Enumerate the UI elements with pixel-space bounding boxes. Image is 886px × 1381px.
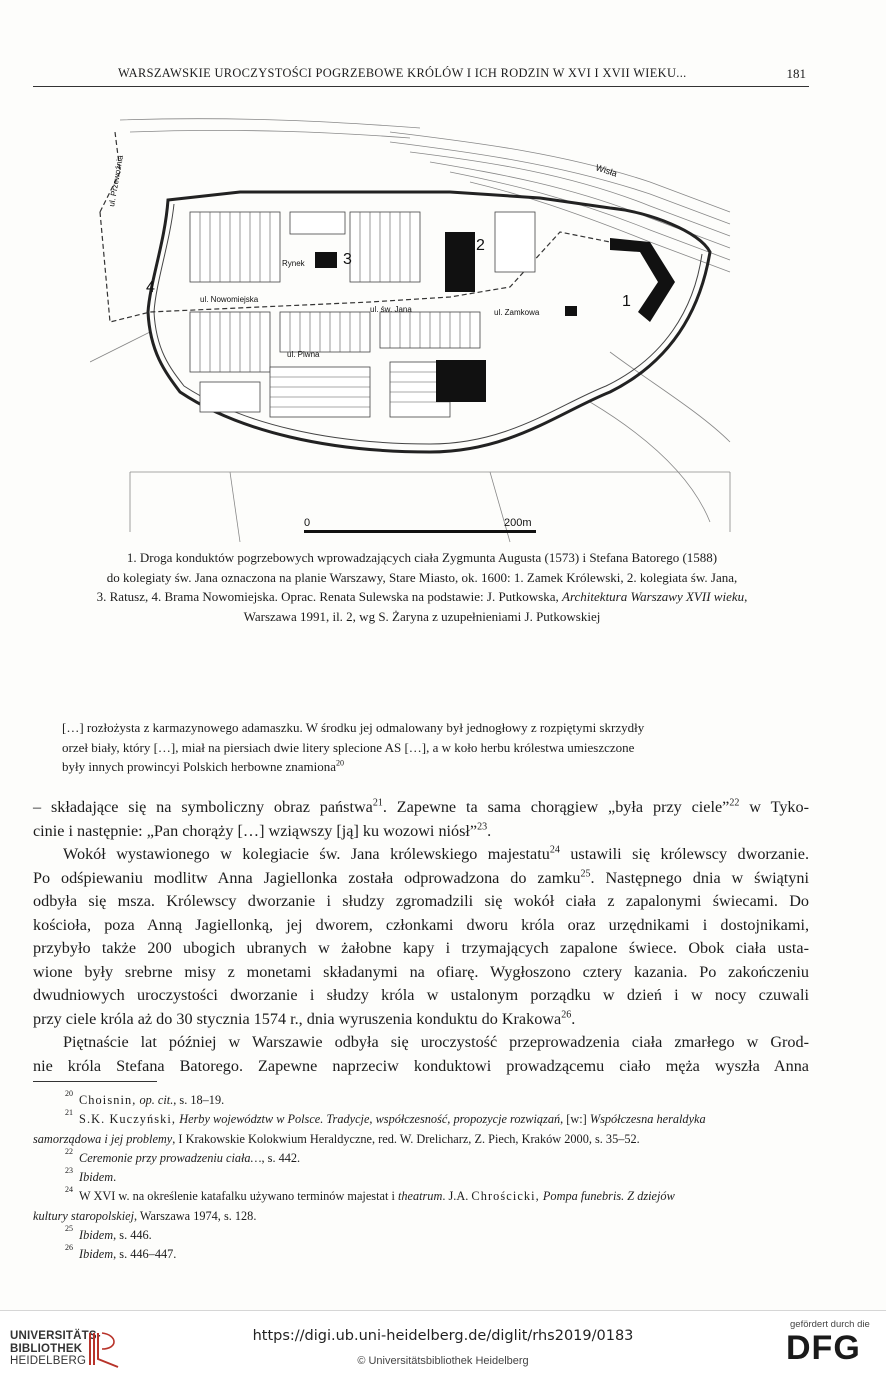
footnote-ref[interactable]: 25	[580, 868, 591, 880]
map-label-zamkowa: ul. Zamkowa	[494, 308, 540, 317]
body-line: Po odśpiewaniu modlitw Anna Jagiellonka została odprowadzona do zamku$^{25}$. Następnego dnia w świątyni	[33, 868, 809, 887]
library-logo-icon	[88, 1329, 122, 1369]
map-num-4: 4	[146, 279, 155, 296]
map-num-1: 1	[622, 293, 631, 310]
map-num-2: 2	[476, 237, 485, 254]
body-line: kościoła, poza Anną Jagiellonką, jej dworem, członkami dworu króla oraz urzędnikami i dostojnikami,	[33, 915, 809, 934]
footnote-25: $^{25}$ Ibidem, s. 446.	[65, 1224, 152, 1243]
body-line: wione były srebrne misy z monetami składanymi na ofiarę. Wygłoszono cztery kazania. Po zakończeniu	[33, 962, 809, 981]
body-line: cinie i następnie: „Pan chorąży […] wziąwszy [ją] ku wozowi niósł”$^{23}$.	[33, 821, 492, 840]
scale-bar	[304, 530, 536, 533]
body-line: przy ciele króla aż do 30 stycznia 1574 r., dnia wyruszenia konduktu do Krakowa$^{26}$.	[33, 1009, 576, 1028]
body-line: nie króla Stefana Batorego. Zapewne naprzeciw konduktowi prowadzącemu ciało męża wyszła Anna	[33, 1056, 809, 1075]
map-label-river: Wisła	[594, 162, 619, 179]
map-num-3: 3	[343, 251, 352, 268]
footnote-ref[interactable]: 23	[477, 821, 488, 833]
scale-label-start: 0	[304, 517, 311, 529]
scale-label-end: 200m	[504, 517, 532, 529]
footnote-21: $^{21}$ S.K. Kuczyński, Herby województw w Polsce. Tradycje, współczesność, propozycje rozwiązań, [w:] Współczesna heraldyka	[65, 1108, 706, 1127]
footnote-24: $^{24}$ W XVI w. na określenie katafalku używano terminów majestat i theatrum. J.A. Chrościcki, Pompa funebris. Z dziejów	[65, 1185, 675, 1204]
footnote-24-cont: kultury staropolskiej, Warszawa 1974, s. 128.	[33, 1208, 257, 1223]
footnotes	[33, 1091, 809, 1265]
sponsor-note: gefördert durch die	[790, 1319, 870, 1330]
map-label-sw-jana: ul. św. Jana	[370, 305, 412, 314]
footer-bar	[0, 1311, 886, 1381]
body-line: Piętnaście lat później w Warszawie odbyła się uroczystość przeprowadzenia ciała zmarłego w Grod-	[63, 1033, 809, 1051]
quote-line: były innych prowincyi Polskich herbowne znamiona$^{20}$	[62, 759, 345, 775]
page-number: 181	[786, 66, 806, 81]
map-label-piwna: ul. Piwna	[287, 350, 320, 359]
footnote-ref[interactable]: 21	[372, 797, 383, 809]
footnote-ref[interactable]: 22	[729, 797, 740, 809]
body-line: dwudniowych uroczystości dworzanie i słudzy króla w ustalonym porządku w dzień i w nocy czuwali	[33, 986, 809, 1004]
footnote-ref[interactable]: 26	[561, 1009, 572, 1021]
caption-line: do kolegiaty św. Jana oznaczona na planie Warszawy, Stare Miasto, ok. 1600: 1. Zamek Królewski, 2. kolegiata św. Jana,	[106, 569, 738, 585]
running-head: WARSZAWSKIE UROCZYSTOŚCI POGRZEBOWE KRÓLÓW I ICH RODZIN W XVI I XVII WIEKU...	[118, 66, 687, 80]
body-line: odbyła się msza. Królewscy dworzanie i słudzy zgromadzili się wokół ciała z zapalonymi świecami. Do	[33, 892, 809, 910]
header-rule	[33, 86, 809, 87]
body-line: – składające się na symboliczny obraz państwa$^{21}$. Zapewne ta sama chorągiew „była przy ciele”$^{22}$ w Tyko-	[33, 797, 810, 816]
body-line: przybyło także 200 ubogich ubranych w żałobne kapy i trzymających zapalone świece. Obok ciała usta-	[33, 939, 809, 957]
footnote-23: $^{23}$ Ibidem.	[65, 1166, 117, 1185]
caption-line: Warszawa 1991, il. 2, wg S. Żaryna z uzupełnieniami J. Putkowskiej	[243, 608, 601, 624]
quote-line: […] rozłożysta z karmazynowego adamaszku. W środku jej odmalowany był jednogłowy z rozpiętymi skrzydły	[62, 720, 645, 735]
map-label-rynek: Rynek	[282, 259, 305, 268]
body-line: Wokół wystawionego w kolegiacie św. Jana królewskiego majestatu$^{24}$ ustawili się królewscy dworzanie.	[63, 844, 810, 863]
footnote-26: $^{26}$ Ibidem, s. 446–447.	[65, 1243, 177, 1262]
figure-caption	[30, 548, 814, 626]
footnote-ref[interactable]: 24	[549, 844, 560, 856]
source-url[interactable]: https://digi.ub.uni-heidelberg.de/diglit/rhs2019/0183	[252, 1328, 634, 1344]
footnote-rule	[33, 1081, 157, 1082]
caption-line: 1. Droga konduktów pogrzebowych wprowadzających ciała Zygmunta Augusta (1573) i Stefana Batorego (1588)	[126, 550, 718, 565]
quote-line: orzeł biały, który […], miał na piersiach dwie litery splecione AS […], a w koło herbu królestwa umieszczone	[62, 739, 635, 755]
old-town-map	[90, 112, 740, 544]
footnote-21-cont: samorządowa i jej problemy, I Krakowskie Kolokwium Heraldyczne, red. W. Drelicharz, Z. Piech, Kraków 2000, s. 35–52.	[33, 1131, 640, 1146]
caption-title: Architektura Warszawy XVII wieku	[562, 589, 745, 604]
body-text	[33, 796, 809, 1078]
library-name[interactable]: UNIVERSITÄTS- BIBLIOTHEK HEIDELBERG	[10, 1330, 101, 1367]
map-label-nowomiejska: ul. Nowomiejska	[200, 295, 259, 304]
dfg-logo[interactable]: DFG	[786, 1329, 861, 1367]
copyright-note: © Universitätsbibliothek Heidelberg	[357, 1355, 529, 1367]
caption-line: 3. Ratusz, 4. Brama Nowomiejska. Oprac. Renata Sulewska na podstawie: J. Putkowska, Architektura Warszawy XVII wieku,	[96, 589, 748, 604]
footnote-20: $^{20}$ Choisnin, op. cit., s. 18–19.	[65, 1089, 225, 1107]
footnote-ref[interactable]: 20	[336, 759, 345, 769]
map-label-przewoznia: ul. Przewoźnia	[107, 154, 126, 208]
block-quote	[62, 718, 812, 777]
footnote-22: $^{22}$ Ceremonie przy prowadzeniu ciała…, s. 442.	[65, 1146, 301, 1165]
